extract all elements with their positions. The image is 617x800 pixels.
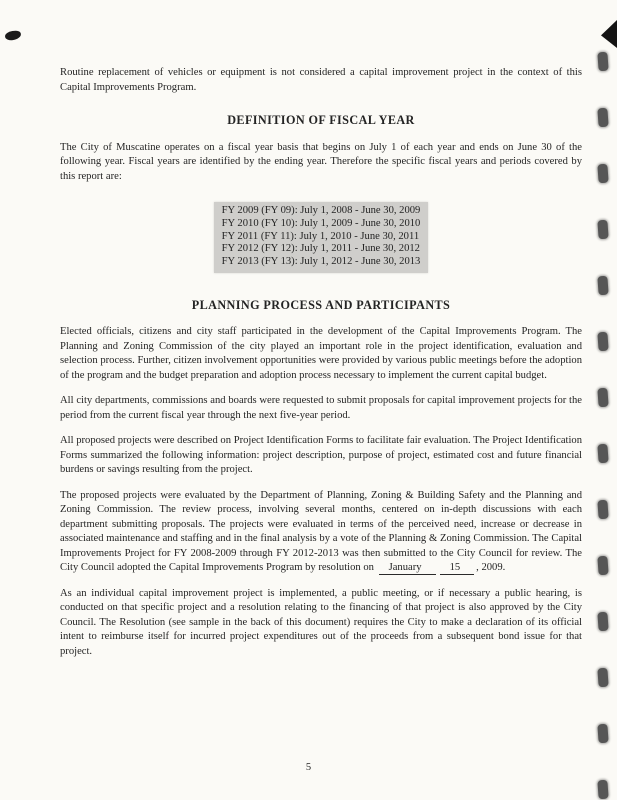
- binding-mark: [597, 276, 608, 296]
- planning-paragraph-1: Elected officials, citizens and city staff participated in the development of the Capital Improvements Program. The Planning and Zoning Commission of the city played an important role in the project identification, evaluation and selection process. Further, citizen involvement opportunities were provided by various public meetings before the adoption of the program and the budget preparation and adoption process necessary to implement the current capital budget.: [60, 326, 582, 381]
- fiscal-year-row: FY 2012 (FY 12): July 1, 2011 - June 30, 2012: [221, 243, 420, 255]
- fiscal-year-row: FY 2013 (FY 13): July 1, 2012 - June 30, 2013: [221, 256, 421, 268]
- resolution-month-blank: January: [379, 562, 436, 574]
- planning-paragraph-5: As an individual capital improvement project is implemented, a public meeting, or if necessary a public hearing, is conducted on that specific project and a resolution relating to the financing of that project is also approved by the City Council. The Resolution (see sample in the back of this document) requires the City to make a declaration of its official intent to reimburse itself for incurred project expenditures out of the proceeds from a subsequent bond issue for that project.: [60, 587, 582, 657]
- binding-mark: [597, 780, 608, 800]
- resolution-day-blank: 15: [440, 562, 475, 574]
- planning-heading: PLANNING PROCESS AND PARTICIPANTS: [191, 297, 451, 312]
- scan-artifact-blob: [4, 30, 21, 41]
- fiscal-year-heading: DEFINITION OF FISCAL YEAR: [227, 113, 415, 127]
- fiscal-year-row: FY 2009 (FY 09): July 1, 2008 - June 30, 2009: [221, 205, 421, 217]
- binding-mark: [597, 332, 608, 352]
- binding-mark: [597, 668, 608, 688]
- fiscal-year-table: [214, 202, 429, 273]
- scan-artifact-corner: [601, 20, 617, 48]
- fiscal-year-row: FY 2011 (FY 11): July 1, 2010 - June 30, 2011: [221, 230, 420, 242]
- planning-paragraph-3: All proposed projects were described on Project Identification Forms to facilitate fair evaluation. The Project Identification Forms summarized the following information: project description, purpose of project, estimated cost and future financial burdens or savings resulting from the project.: [60, 435, 582, 476]
- planning-paragraph-4: [60, 489, 582, 576]
- binding-mark: [597, 556, 608, 576]
- intro-paragraph: Routine replacement of vehicles or equipment is not considered a capital improvement project in the context of this Capital Improvements Program.: [60, 67, 582, 93]
- binding-mark: [597, 52, 608, 72]
- planning-paragraph-2: All city departments, commissions and boards were requested to submit proposals for capital improvement projects for the period from the current fiscal year through the next five-year period.: [60, 395, 582, 421]
- binding-mark: [597, 388, 608, 408]
- binding-mark: [597, 444, 608, 464]
- fiscal-year-paragraph: The City of Muscatine operates on a fiscal year basis that begins on July 1 of each year and ends on June 30 of the following year. Fiscal years are identified by the ending year. Therefore the specific fiscal years and periods covered by this report are:: [60, 141, 582, 182]
- planning-paragraph-4-text: The proposed projects were evaluated by the Department of Planning, Zoning & Building Safety and the Planning and Zoning Commission. The review process, involving several months, centered on in-depth discussions with each department submitting proposals. The projects were evaluated in terms of the perceived need, increase or decrease in associated maintenance and staffing and in the final analysis by a vote of the Planning & Zoning Commission. The Capital Improvements Project for FY 2008-2009 through FY 2012-2013 was then submitted to the City Council for review. The City Council adopted the Capital Improvements Program by resolution on: [60, 489, 582, 574]
- binding-mark: [597, 108, 608, 128]
- fiscal-year-row: FY 2010 (FY 10): July 1, 2009 - June 30, 2010: [221, 217, 421, 229]
- binding-mark: [597, 500, 608, 520]
- binding-mark: [597, 724, 608, 744]
- planning-paragraph-4-suffix: , 2009.: [476, 562, 506, 574]
- binding-mark: [597, 164, 608, 184]
- binding-mark: [597, 612, 608, 632]
- document-body: [60, 66, 582, 670]
- page-number: 5: [305, 762, 312, 773]
- binding-mark: [597, 220, 608, 240]
